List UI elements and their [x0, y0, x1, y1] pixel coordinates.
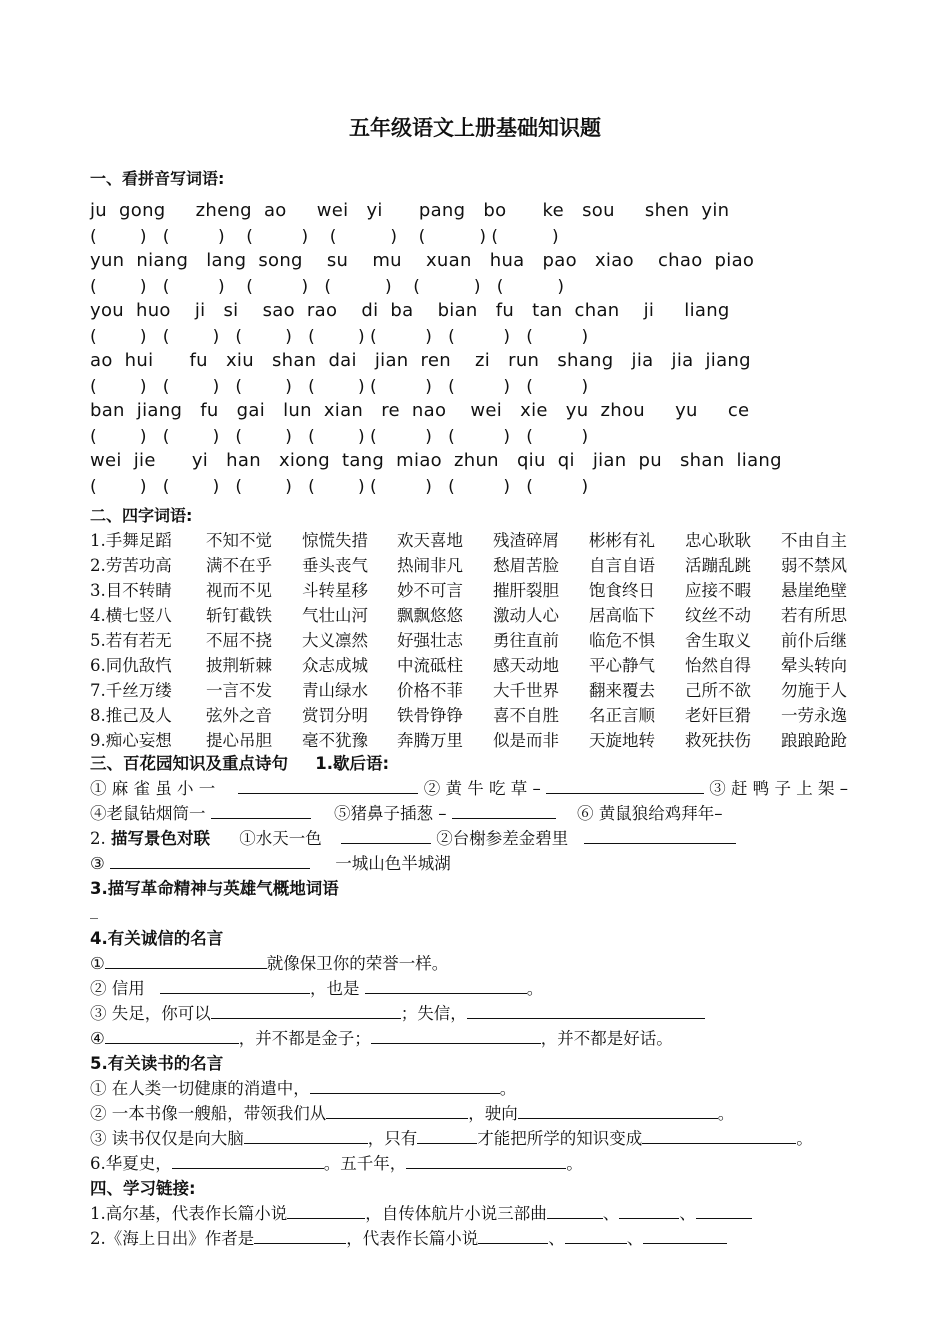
idiom-item: 天旋地转 [589, 731, 655, 750]
idiom-item: 悬崖绝壁 [781, 581, 847, 600]
idiom-item: 3.目不转睛 [90, 581, 172, 600]
answer-blank[interactable] [547, 1204, 603, 1219]
idiom-item: 不屈不挠 [206, 631, 272, 650]
idiom-item: 4.横七竖八 [90, 606, 172, 625]
idiom-item: 9.痴心妄想 [90, 731, 172, 750]
idiom-item: 6.同仇敌忾 [90, 656, 172, 675]
idiom-item: 应接不暇 [685, 581, 751, 600]
answer-blank[interactable] [546, 779, 704, 794]
pinyin-row: ban jiang fu gai lun xian re nao wei xie yu zhou yu ce [90, 400, 750, 421]
idiom-item: 8.推己及人 [90, 706, 172, 725]
idiom-item: 视而不见 [206, 581, 272, 600]
honesty-line-2 [90, 975, 543, 999]
idiom-item: 晕头转向 [781, 656, 847, 675]
quote-text: 。五千年， [323, 1154, 407, 1173]
revolution-words-title: 3.描写革命精神与英雄气概地词语 [90, 879, 339, 898]
link-text: 1.高尔基，代表作长篇小说 [90, 1204, 288, 1223]
idiom-row [90, 702, 870, 726]
answer-blank[interactable] [643, 1229, 727, 1244]
idiom-item: 勿施于人 [781, 681, 847, 700]
idiom-item: 垂头丧气 [302, 556, 368, 575]
answer-blank[interactable] [211, 1004, 401, 1019]
reading-title-line [90, 1050, 223, 1074]
item-number: ④ [90, 1029, 105, 1048]
idiom-item: 居高临下 [589, 606, 655, 625]
idiom-item: 彬彬有礼 [589, 531, 655, 550]
answer-parens-row: ( ) ( ) ( ) ( ) ( ) ( ) ( ) [90, 477, 589, 497]
idiom-item: 弦外之音 [206, 706, 272, 725]
idiom-item: 青山绿水 [302, 681, 368, 700]
couplet-line-2 [90, 850, 451, 874]
idiom-item: 赏罚分明 [302, 706, 368, 725]
answer-parens-row: ( ) ( ) ( ) ( ) ( ) ( ) ( ) [90, 427, 589, 447]
link-text: ，自传体航片小说三部曲 [365, 1204, 547, 1223]
xiehouyu-1: ① 麻 雀 虽 小 一 [90, 779, 216, 798]
pinyin-row: you huo ji si sao rao di ba bian fu tan chan ji liang [90, 300, 730, 321]
honesty-line-4 [90, 1025, 673, 1049]
idiom-item: 怡然自得 [685, 656, 751, 675]
quote-text: ，并不都是金子； [238, 1029, 371, 1048]
couplet-1: ①水天一色 [239, 829, 322, 848]
idiom-item: 活蹦乱跳 [685, 556, 751, 575]
answer-blank[interactable] [371, 1029, 541, 1044]
answer-blank[interactable] [287, 1204, 365, 1219]
idiom-row [90, 552, 870, 576]
xiehouyu-2: ② 黄 牛 吃 草 – [423, 779, 541, 798]
pinyin-row: ju gong zheng ao wei yi pang bo ke sou shen yin [90, 200, 730, 221]
idiom-item: 大千世界 [493, 681, 559, 700]
answer-blank[interactable] [584, 829, 736, 844]
quote-text: ，并不都是好话。 [540, 1029, 673, 1048]
xiehouyu-3: ③ 赶 鸭 子 上 架 – [709, 779, 848, 798]
answer-blank[interactable] [565, 1229, 627, 1244]
answer-parens-row: ( ) ( ) ( ) ( ) ( ) ( ) ( ) [90, 377, 589, 397]
answer-blank[interactable] [326, 1104, 468, 1119]
answer-blank[interactable] [518, 1104, 718, 1119]
quote-text: ② 一本书像一艘船，带领我们从 [90, 1104, 327, 1123]
idiom-item: 5.若有若无 [90, 631, 172, 650]
idiom-row [90, 652, 870, 676]
reading-line-2 [90, 1100, 734, 1124]
idiom-item: 残渣碎屑 [493, 531, 559, 550]
idiom-item: 披荆斩棘 [206, 656, 272, 675]
idiom-item: 欢天喜地 [397, 531, 463, 550]
answer-blank[interactable] [365, 979, 527, 994]
xiehouyu-line-1 [90, 775, 848, 799]
idiom-item: 踉踉跄跄 [781, 731, 847, 750]
idiom-item: 众志成城 [302, 656, 368, 675]
link-text: ，代表作长篇小说 [346, 1229, 479, 1248]
idiom-item: 提心吊胆 [206, 731, 272, 750]
answer-parens-row: ( ) ( ) ( ) ( ) ( ) ( ) [90, 227, 559, 247]
idiom-row [90, 577, 870, 601]
idiom-item: 7.千丝万缕 [90, 681, 172, 700]
quote-text: ① 在人类一切健康的消遣中， [90, 1079, 310, 1098]
answer-blank[interactable] [310, 1079, 500, 1094]
idiom-item: 铁骨铮铮 [397, 706, 463, 725]
honesty-line-1 [90, 950, 448, 974]
idiom-item: 愁眉苦脸 [493, 556, 559, 575]
quote-text: 才能把所学的知识变成 [477, 1129, 643, 1148]
idiom-item: 热闹非凡 [397, 556, 463, 575]
reading-line-1 [90, 1075, 516, 1099]
idiom-item: 好强壮志 [397, 631, 463, 650]
idiom-item: 己所不欲 [685, 681, 751, 700]
couplet-3-second: 一城山色半城湖 [335, 854, 451, 873]
idiom-row [90, 727, 870, 751]
couplet-2: ②台榭参差金碧里 [436, 829, 569, 848]
answer-blank[interactable] [406, 1154, 566, 1169]
answer-parens-row: ( ) ( ) ( ) ( ) ( ) ( ) [90, 277, 565, 297]
answer-blank[interactable] [172, 1154, 324, 1169]
idiom-item: 一劳永逸 [781, 706, 847, 725]
answer-blank[interactable] [619, 1204, 679, 1219]
answer-blank[interactable] [341, 829, 431, 844]
pinyin-row: yun niang lang song su mu xuan hua pao xiao chao piao [90, 250, 755, 271]
reading-line-3 [90, 1125, 813, 1149]
idiom-item: 不知不觉 [206, 531, 272, 550]
idiom-item: 平心静气 [589, 656, 655, 675]
idiom-item: 喜不自胜 [493, 706, 559, 725]
idiom-item: 满不在乎 [206, 556, 272, 575]
answer-blank[interactable] [452, 804, 556, 819]
section1-heading: 一、看拼音写词语: [90, 169, 225, 188]
section4-heading: 四、学习链接: [90, 1179, 196, 1198]
honesty-title: 4.有关诚信的名言 [90, 929, 224, 948]
idiom-item: 临危不惧 [589, 631, 655, 650]
idiom-item: 惊慌失措 [302, 531, 368, 550]
item-number: ① [90, 954, 105, 973]
page-title: 五年级语文上册基础知识题 [349, 116, 601, 140]
answer-blank[interactable] [467, 1004, 705, 1019]
idiom-item: 中流砥柱 [397, 656, 463, 675]
idiom-item: 妙不可言 [397, 581, 463, 600]
separator: 、 [548, 1229, 565, 1248]
xiehouyu-5: ⑤猪鼻子插葱 – [334, 804, 447, 823]
item-number: 2. [90, 829, 106, 848]
quote-text: 。 [796, 1129, 813, 1148]
idiom-item: 价格不菲 [397, 681, 463, 700]
couplet-title: 描写景色对联 [111, 829, 210, 848]
quote-text: 就像保卫你的荣誉一样。 [266, 954, 449, 973]
answer-blank[interactable] [160, 979, 310, 994]
xiehouyu-line-2 [90, 800, 723, 824]
reading-title: 5.有关读书的名言 [90, 1054, 224, 1073]
idiom-item: 舍生取义 [685, 631, 751, 650]
quote-text: ，驶向 [468, 1104, 518, 1123]
quote-text: ；失信， [400, 1004, 467, 1023]
idiom-item: 翻来覆去 [589, 681, 655, 700]
idiom-item: 气壮山河 [302, 606, 368, 625]
separator: 、 [626, 1229, 644, 1248]
answer-blank[interactable] [211, 804, 311, 819]
answer-blank[interactable] [478, 1229, 548, 1244]
idiom-item: 大义凛然 [302, 631, 368, 650]
idiom-item: 激动人心 [493, 606, 559, 625]
answer-blank[interactable] [244, 1129, 368, 1144]
idiom-item: 1.手舞足蹈 [90, 531, 172, 550]
quote-text: 。 [566, 1154, 583, 1173]
idiom-item: 感天动地 [493, 656, 559, 675]
xiehouyu-6: ⑥ 黄鼠狼给鸡拜年– [577, 804, 723, 823]
separator: 、 [602, 1204, 620, 1223]
quote-text: ③ 读书仅仅是向大脑 [90, 1129, 244, 1148]
quote-text: 。 [717, 1104, 735, 1123]
answer-blank[interactable] [105, 1029, 239, 1044]
idiom-item: 2.劳苦功高 [90, 556, 172, 575]
link-line-1 [90, 1200, 752, 1224]
idiom-item: 自言自语 [589, 556, 655, 575]
quote-text: 。 [499, 1079, 517, 1098]
idiom-item: 奔腾万里 [397, 731, 463, 750]
honesty-line-3 [90, 1000, 705, 1024]
idiom-item: 斗转星移 [302, 581, 368, 600]
section3-heading-line [90, 750, 389, 774]
idiom-item: 纹丝不动 [685, 606, 751, 625]
section2-heading: 二、四字词语: [90, 506, 193, 525]
quote-text: 。 [526, 979, 544, 998]
idiom-item: 若有所思 [781, 606, 847, 625]
quote-text: 6.华夏史， [90, 1154, 172, 1173]
idiom-row [90, 677, 870, 701]
idiom-item: 老奸巨猾 [685, 706, 751, 725]
answer-blank-short[interactable]: _ [90, 900, 98, 919]
link-text: 2.《海上日出》作者是 [90, 1229, 255, 1248]
link-line-2 [90, 1225, 727, 1249]
couplet-3: ③ [90, 854, 105, 873]
xiehouyu-title: 1.歇后语: [315, 754, 390, 773]
idiom-item: 毫不犹豫 [302, 731, 368, 750]
idiom-item: 似是而非 [493, 731, 559, 750]
idiom-item: 一言不发 [206, 681, 272, 700]
idiom-item: 饱食终日 [589, 581, 655, 600]
idiom-item: 救死扶伤 [685, 731, 751, 750]
answer-blank[interactable] [696, 1204, 752, 1219]
section4-heading-line [90, 1175, 196, 1199]
answer-blank[interactable] [254, 1229, 346, 1244]
idiom-item: 忠心耿耿 [685, 531, 751, 550]
answer-blank[interactable] [642, 1129, 796, 1144]
answer-parens-row: ( ) ( ) ( ) ( ) ( ) ( ) ( ) [90, 327, 589, 347]
idiom-item: 飘飘悠悠 [397, 606, 463, 625]
section3-heading: 三、百花园知识及重点诗句 [90, 754, 288, 773]
answer-blank[interactable] [417, 1129, 477, 1144]
pinyin-row: wei jie yi han xiong tang miao zhun qiu qi jian pu shan liang [90, 450, 782, 471]
quote-text: ，也是 [310, 979, 360, 998]
answer-blank[interactable] [110, 854, 310, 869]
idiom-item: 弱不禁风 [781, 556, 847, 575]
idiom-item: 不由自主 [781, 531, 847, 550]
idiom-item: 前仆后继 [781, 631, 847, 650]
quote-text: ② 信用 [90, 979, 145, 998]
separator: 、 [679, 1204, 696, 1223]
answer-blank[interactable] [105, 954, 267, 969]
idiom-row [90, 602, 870, 626]
answer-blank[interactable] [238, 779, 418, 794]
couplet-line-1 [90, 825, 736, 849]
pinyin-row: ao hui fu xiu shan dai jian ren zi run shang jia jia jiang [90, 350, 751, 371]
idiom-item: 勇往直前 [493, 631, 559, 650]
idiom-row [90, 627, 870, 651]
xiehouyu-4: ④老鼠钻烟筒一 [90, 804, 206, 823]
quote-text: ③ 失足，你可以 [90, 1004, 211, 1023]
honesty-title-line [90, 925, 223, 949]
revolution-words-line [90, 875, 339, 899]
idiom-item: 摧肝裂胆 [493, 581, 559, 600]
quote-text: ，只有 [367, 1129, 418, 1148]
idiom-item: 名正言顺 [589, 706, 655, 725]
reading-line-4 [90, 1150, 583, 1174]
idiom-row [90, 527, 870, 551]
idiom-item: 斩钉截铁 [206, 606, 272, 625]
